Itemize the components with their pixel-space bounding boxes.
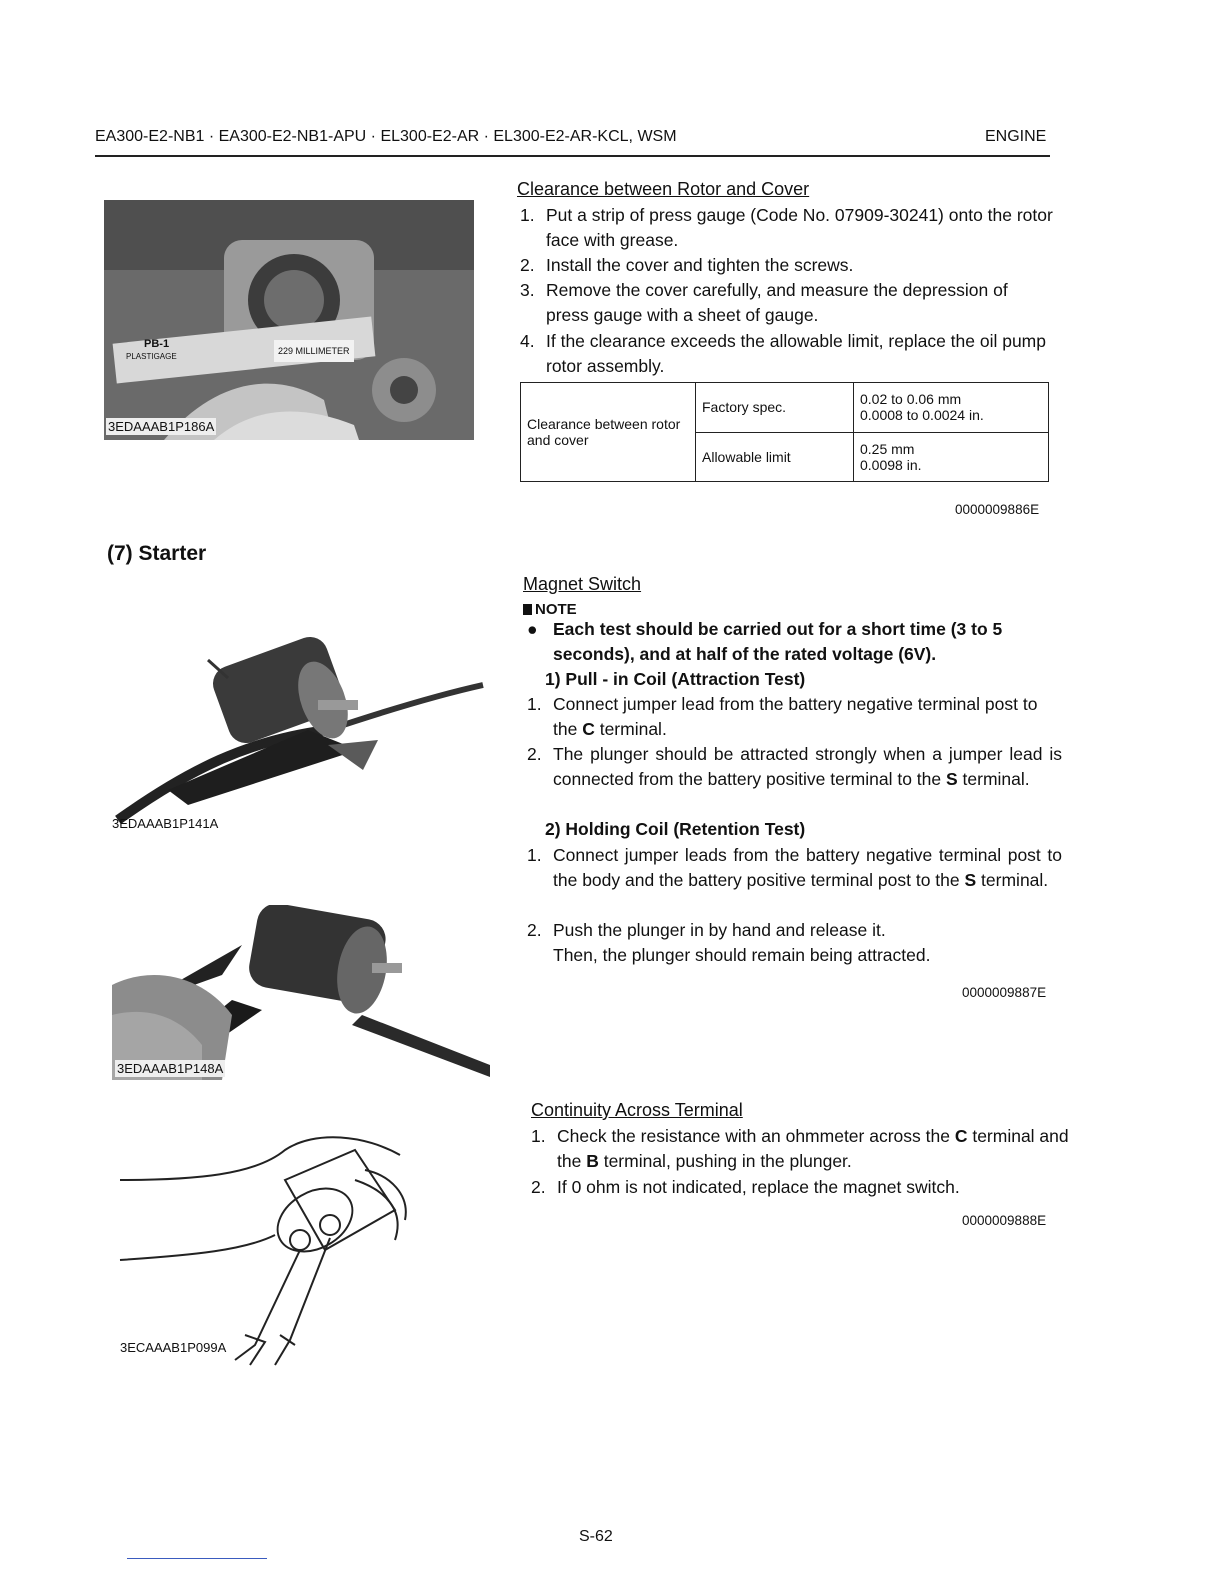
gauge-unit-text: 229 MILLIMETER — [278, 346, 350, 356]
doc-code: 0000009886E — [955, 502, 1040, 517]
page-number: S-62 — [579, 1528, 613, 1545]
holding-coil-heading: 2) Holding Coil (Retention Test) — [545, 819, 806, 839]
rotor-step-1: 1. Put a strip of press gauge (Code No. 07909-30241) onto the rotor face with grease. — [520, 205, 1053, 250]
holding-step-1: 1. Connect jumper leads from the battery negative terminal post to the body and the battery positive terminal post to the S terminal. — [527, 845, 1062, 890]
holding-step-2: 2. Push the plunger in by hand and release it. Then, the plunger should remain being attracted. — [527, 920, 931, 965]
starter-probe-photo — [112, 905, 490, 1080]
footer-link-underline — [127, 1558, 267, 1559]
figure-label: 3EDAAAB1P186A — [108, 419, 215, 434]
pull-in-coil-heading: 1) Pull - in Coil (Attraction Test) — [545, 669, 806, 689]
continuity-step-1: 1. Check the resistance with an ohmmeter across the C terminal and the B terminal, pushing in the plunger. — [531, 1126, 1069, 1171]
figure-label: 3EDAAAB1P148A — [117, 1061, 224, 1076]
allowable-limit-value: 0.25 mm 0.0098 in. — [854, 432, 1049, 482]
note-heading: NOTE — [523, 601, 577, 618]
rotor-cover-title: Clearance between Rotor and Cover — [517, 179, 810, 199]
magnet-switch-title: Magnet Switch — [523, 574, 642, 594]
figure-label: 3ECAAAB1P099A — [120, 1340, 227, 1355]
gauge-brand-text: PLASTIGAGE — [126, 352, 177, 361]
note-item: ● Each test should be carried out for a short time (3 to 5 seconds), and at half of the rated voltage (6V). — [527, 619, 1003, 664]
rotor-step-4: 4. If the clearance exceeds the allowable limit, replace the oil pump rotor assembly. — [520, 331, 1046, 376]
factory-spec-value: 0.02 to 0.06 mm 0.0008 to 0.0024 in. — [854, 383, 1049, 433]
allowable-limit-label: Allowable limit — [696, 432, 854, 482]
pull-in-step-2: 2. The plunger should be attracted strongly when a jumper lead is connected from the battery positive terminal to the S terminal. — [527, 744, 1062, 789]
note-square-icon — [523, 604, 532, 615]
doc-code: 0000009887E — [962, 985, 1047, 1000]
continuity-title: Continuity Across Terminal — [531, 1100, 743, 1120]
pull-in-step-1: 1. Connect jumper lead from the battery negative terminal post to the C terminal. — [527, 694, 1038, 739]
figure-label: 3EDAAAB1P141A — [112, 816, 219, 830]
section-title-starter: (7) Starter — [107, 542, 207, 565]
gauge-strip-text: PB-1 — [144, 338, 170, 350]
spec-item: Clearance between rotor and cover — [521, 383, 696, 482]
clearance-spec-table — [520, 382, 1049, 482]
header-section: ENGINE — [985, 128, 1047, 145]
rotor-step-2: 2. Install the cover and tighten the screws. — [520, 255, 854, 275]
press-gauge-photo — [104, 200, 474, 440]
factory-spec-label: Factory spec. — [696, 383, 854, 433]
ohmmeter-drawing — [115, 1120, 415, 1370]
header-rule — [95, 155, 1050, 157]
rotor-step-3: 3. Remove the cover carefully, and measure the depression of press gauge with a sheet of gauge. — [520, 280, 1008, 325]
starter-clip-photo — [108, 630, 488, 830]
continuity-step-2: 2. If 0 ohm is not indicated, replace the magnet switch. — [531, 1177, 960, 1197]
bullet-icon: ● — [527, 619, 538, 639]
doc-code: 0000009888E — [962, 1213, 1047, 1228]
header-models: EA300-E2-NB1 · EA300-E2-NB1-APU · EL300-E2-AR · EL300-E2-AR-KCL, WSM — [95, 128, 677, 145]
